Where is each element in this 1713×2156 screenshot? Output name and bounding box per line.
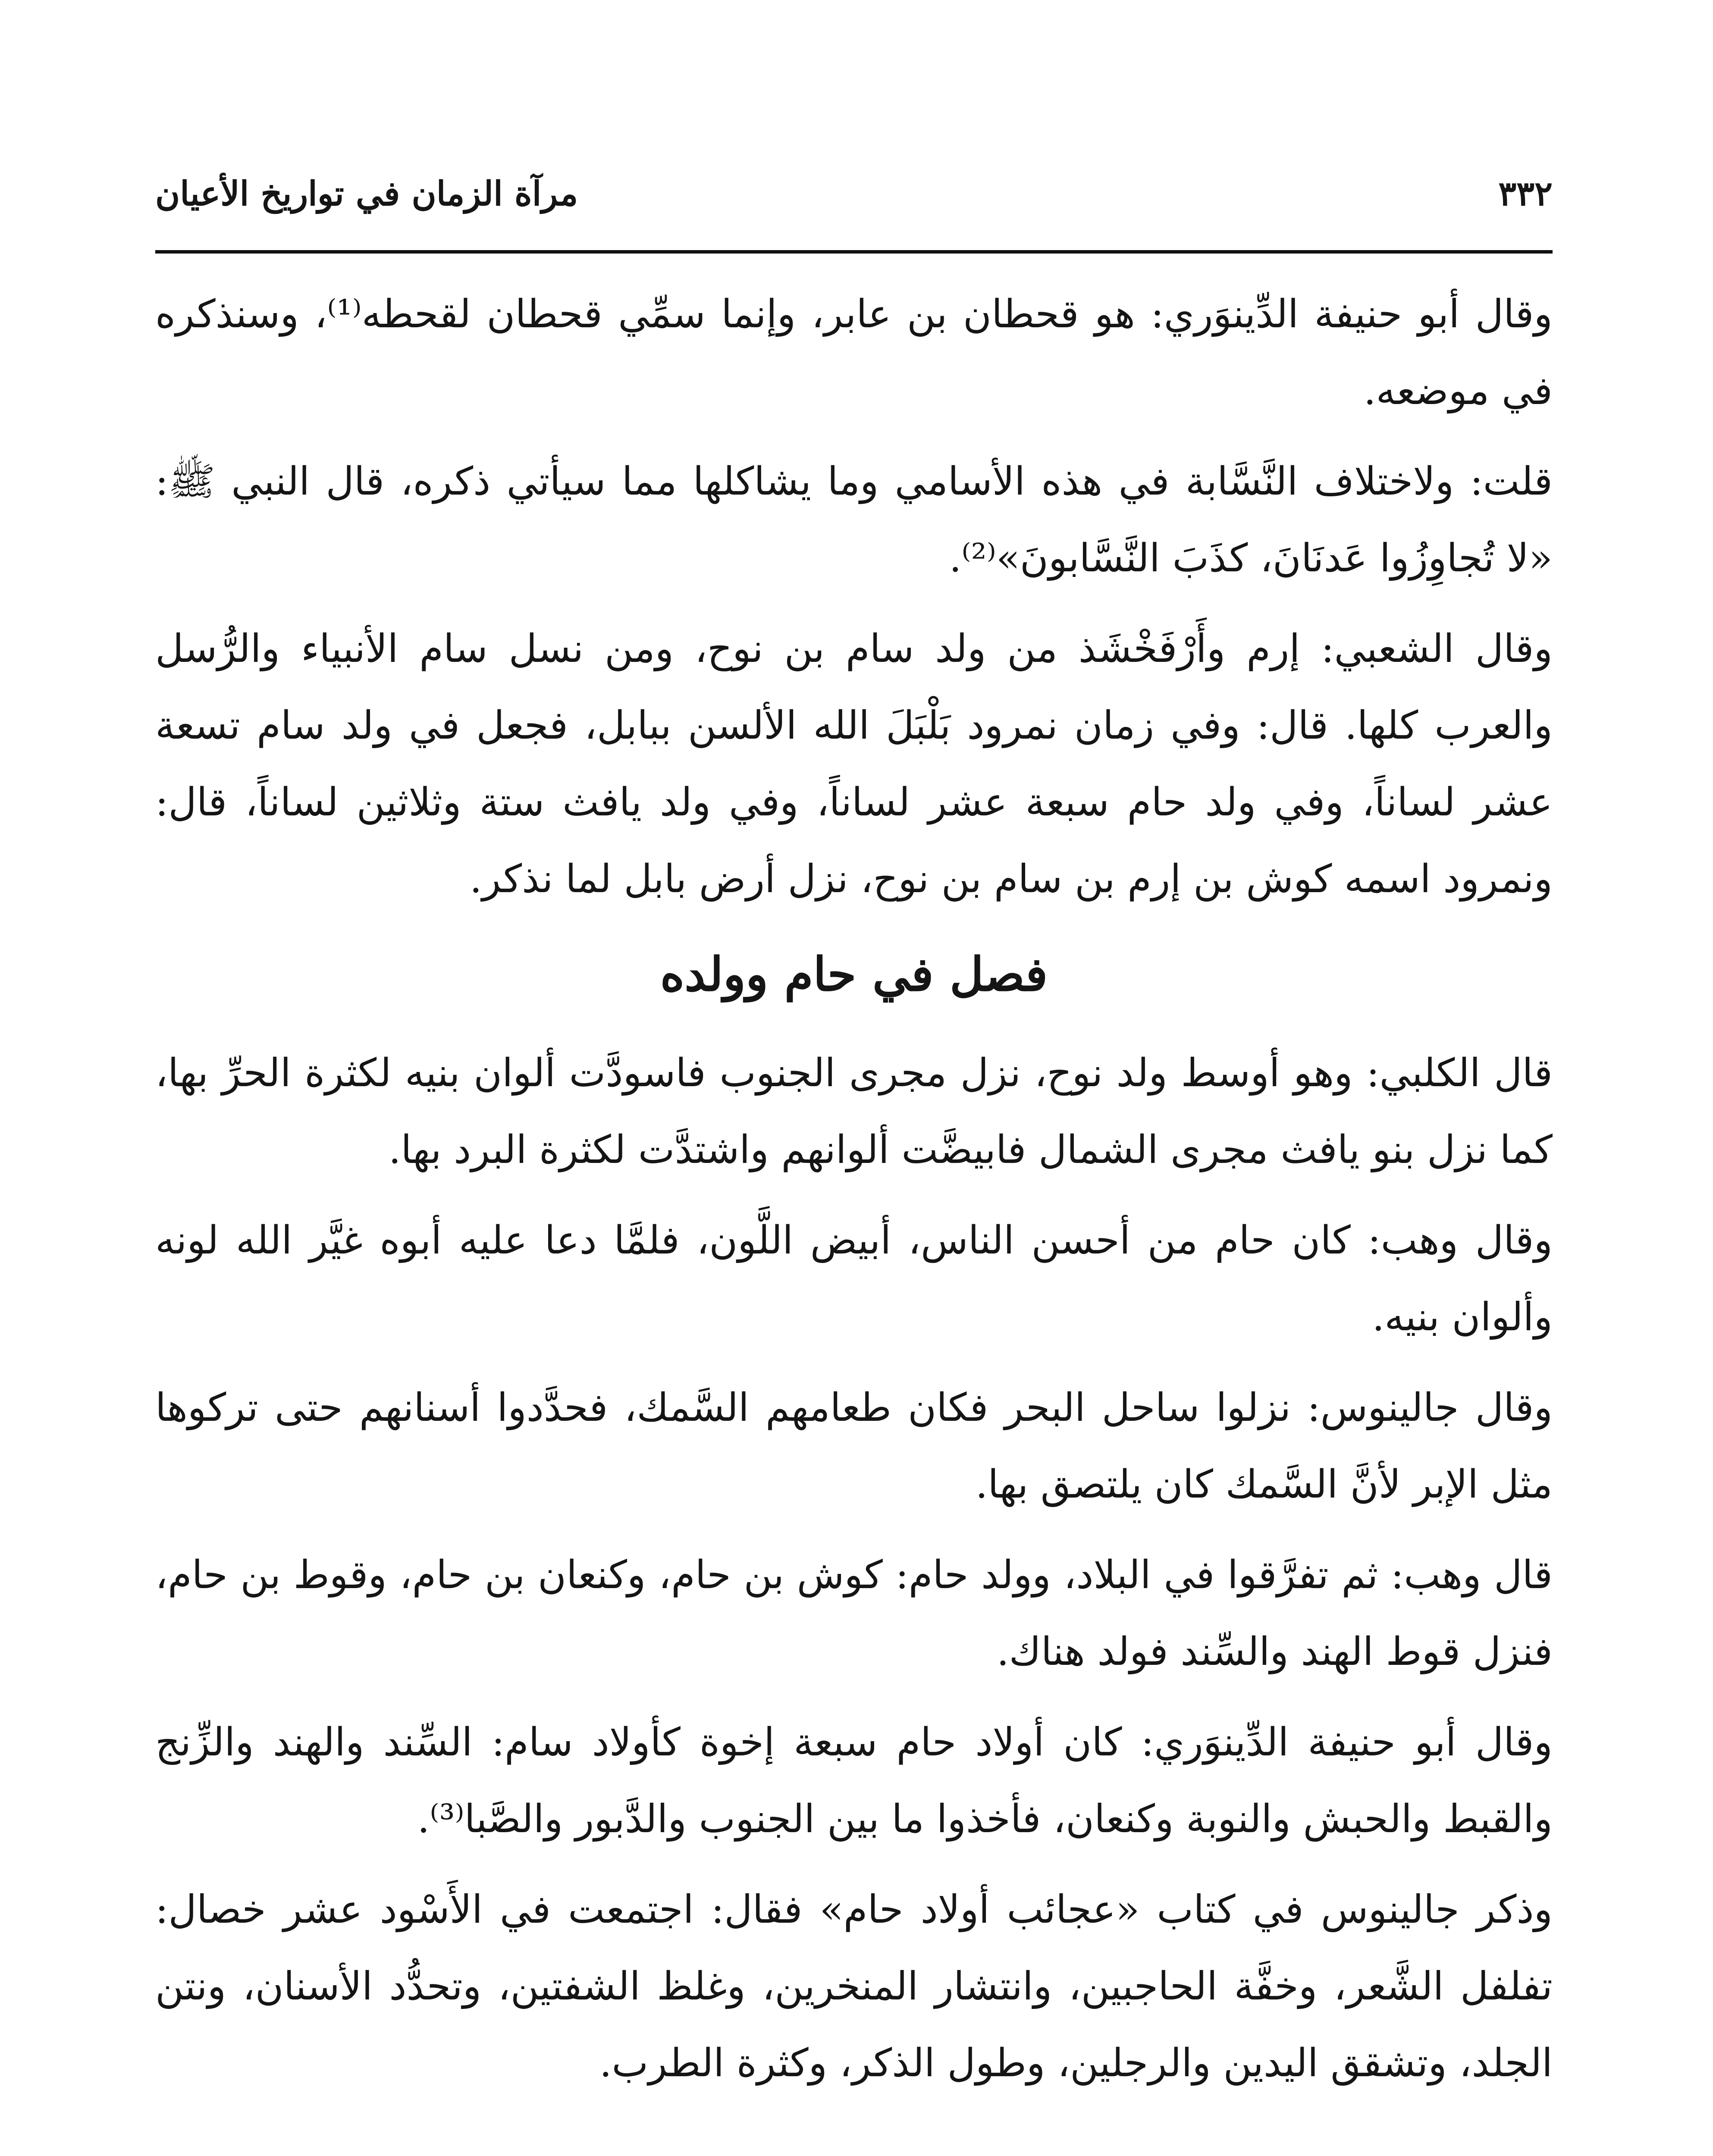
page-number: ٣٣٢ <box>1498 174 1553 213</box>
main-text <box>155 276 1553 2115</box>
paragraph-wahb-color: وقال وهب: كان حام من أحسن الناس، أبيض اللَّون، فلمَّا دعا عليه أبوه غيَّر الله لونه وألوان بنيه. <box>155 1218 1553 1340</box>
paragraph-dinawari-seven: وقال أبو حنيفة الدِّينوَري: كان أولاد حام سبعة إخوة كأولاد سام: السِّند والهند والزِّنج والقبط والحبش والنوبة وكنعان، فأخذوا ما بين الجنوب والدَّبور والصَّبا⁽³⁾. <box>155 1720 1553 1842</box>
paragraph-galen-traits: وذكر جالينوس في كتاب «عجائب أولاد حام» فقال: اجتمعت في الأَسْود عشر خصال: تفلفل الشَّعر، وخفَّة الحاجبين، وانتشار المنخرين، وغلظ الشفتين، وتحدُّد الأسنان، ونتن الجلد، وتشقق اليدين والرجلين، وطول الذكر، وكثرة الطرب. <box>155 1887 1553 2086</box>
paragraph-kalbi: قال الكلبي: وهو أوسط ولد نوح، نزل مجرى الجنوب فاسودَّت ألوان بنيه لكثرة الحرِّ بها، كما نزل بنو يافث مجرى الشمال فابيضَّت ألوانهم واشتدَّت لكثرة البرد بها. <box>155 1050 1553 1172</box>
paragraph-galen-fish: وقال جالينوس: نزلوا ساحل البحر فكان طعامهم السَّمك، فحدَّدوا أسنانهم حتى تركوها مثل الإبر لأنَّ السَّمك كان يلتصق بها. <box>155 1385 1553 1507</box>
running-title: مرآة الزمان في تواريخ الأعيان <box>155 174 578 213</box>
paragraph-shabi-languages: وقال الشعبي: إرم وأَرْفَخْشَذ من ولد سام بن نوح، ومن نسل سام الأنبياء والرُّسل والعرب كلها. قال: وفي زمان نمرود بَلْبَلَ الله الألسن ببابل، فجعل في ولد سام تسعة عشر لساناً، وفي ولد حام سبعة عشر لساناً، وفي ولد يافث ستة وثلاثين لساناً، قال: ونمرود اسمه كوش بن إرم بن سام بن نوح، نزل أرض بابل لما نذكر. <box>155 626 1553 902</box>
paragraph-wahb-sons: قال وهب: ثم تفرَّقوا في البلاد، وولد حام: كوش بن حام، وكنعان بن حام، وقوط بن حام، فنزل قوط الهند والسِّند فولد هناك. <box>155 1552 1553 1674</box>
section-heading: فصل في حام وولده <box>660 947 1048 1002</box>
header-divider <box>155 250 1553 254</box>
page-header <box>155 164 1553 224</box>
paragraph-dinawari-qahtan: وقال أبو حنيفة الدِّينوَري: هو قحطان بن عابر، وإنما سمِّي قحطان لقحطه⁽¹⁾، وسنذكره في موضعه. <box>155 291 1553 414</box>
paragraph-nassaba-hadith: قلت: ولاختلاف النَّسَّابة في هذه الأسامي وما يشاكلها مما سيأتي ذكره، قال النبي ﷺ: «لا تُجاوِزُوا عَدنَانَ، كذَبَ النَّسَّابونَ»⁽²⁾. <box>155 459 1553 581</box>
